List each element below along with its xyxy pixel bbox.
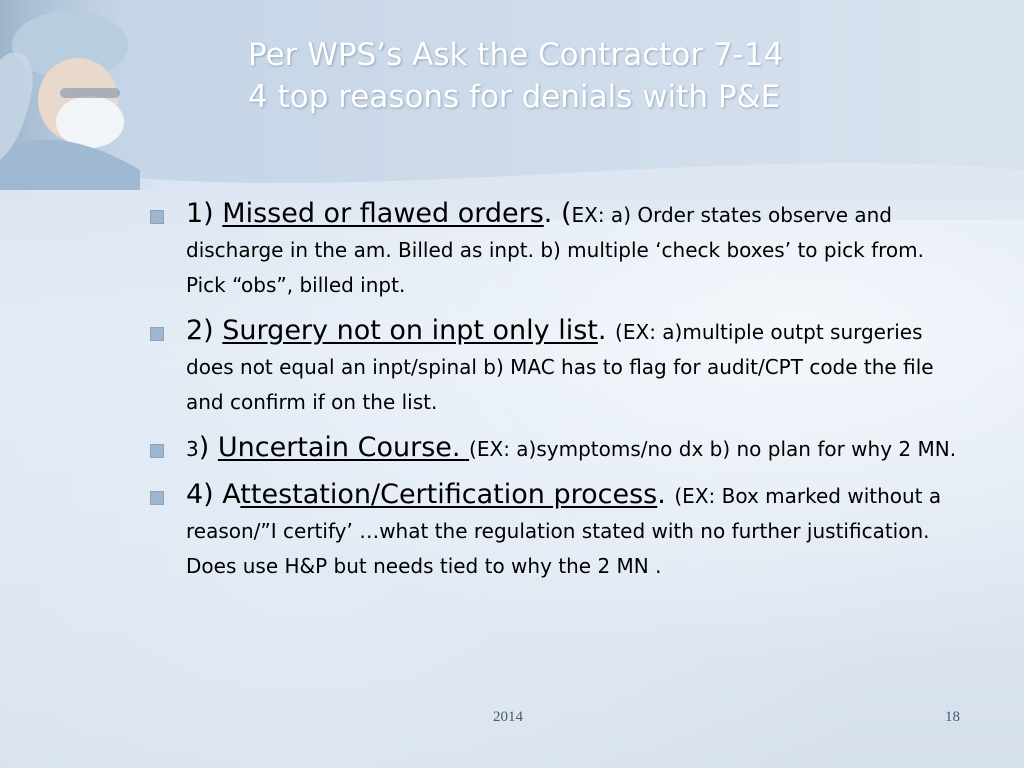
item-prefix: ): [198, 432, 218, 463]
item-separator: . (: [543, 198, 572, 229]
item-prefix: 2): [186, 315, 223, 346]
item-text: (EX: a)symptoms/no dx b) no plan for why 2 MN.: [469, 437, 957, 461]
square-bullet-icon: [150, 491, 164, 505]
title-line-2: 4 top reasons for denials with P&E: [248, 79, 781, 115]
item-separator: .: [597, 315, 616, 346]
bullet-list: [150, 196, 965, 594]
item-text: (EX: a)multiple outpt surgeries does not equal an inpt/spinal b) MAC has to flag for audit/CPT code the file and confirm if on the list.: [186, 320, 934, 414]
item-heading: ttestation/Certification process: [240, 479, 658, 510]
item-text: (EX: Box marked without a reason/”I certify’ …what the regulation stated with no further justification. Does use H&P but needs tied to why the 2 MN .: [186, 484, 942, 578]
bullet-item-1: [150, 196, 965, 303]
item-heading: Uncertain Course.: [217, 432, 470, 463]
item-prefix: 1): [186, 198, 223, 229]
square-bullet-icon: [150, 444, 164, 458]
item-heading: Missed or flawed orders: [222, 198, 544, 229]
surgeon-photo: [0, 0, 160, 190]
item-text: EX: a) Order states observe and discharge in the am. Billed as inpt. b) multiple ‘check boxes’ to pick from. Pick “obs”, billed inpt.: [186, 203, 924, 297]
slide-title: [248, 34, 988, 118]
item-heading: Surgery not on inpt only list: [222, 315, 598, 346]
item-separator: .: [657, 479, 675, 510]
bullet-item-3: [150, 430, 965, 467]
title-line-1: Per WPS’s Ask the Contractor 7-14: [248, 37, 784, 73]
square-bullet-icon: [150, 210, 164, 224]
item-prefix-number: 3: [186, 437, 199, 461]
bullet-item-2: [150, 313, 965, 420]
item-prefix: 4) A: [186, 479, 241, 510]
slide-number: 18: [945, 709, 960, 725]
square-bullet-icon: [150, 327, 164, 341]
bullet-item-4: [150, 477, 965, 584]
footer-date: 2014: [493, 709, 523, 725]
